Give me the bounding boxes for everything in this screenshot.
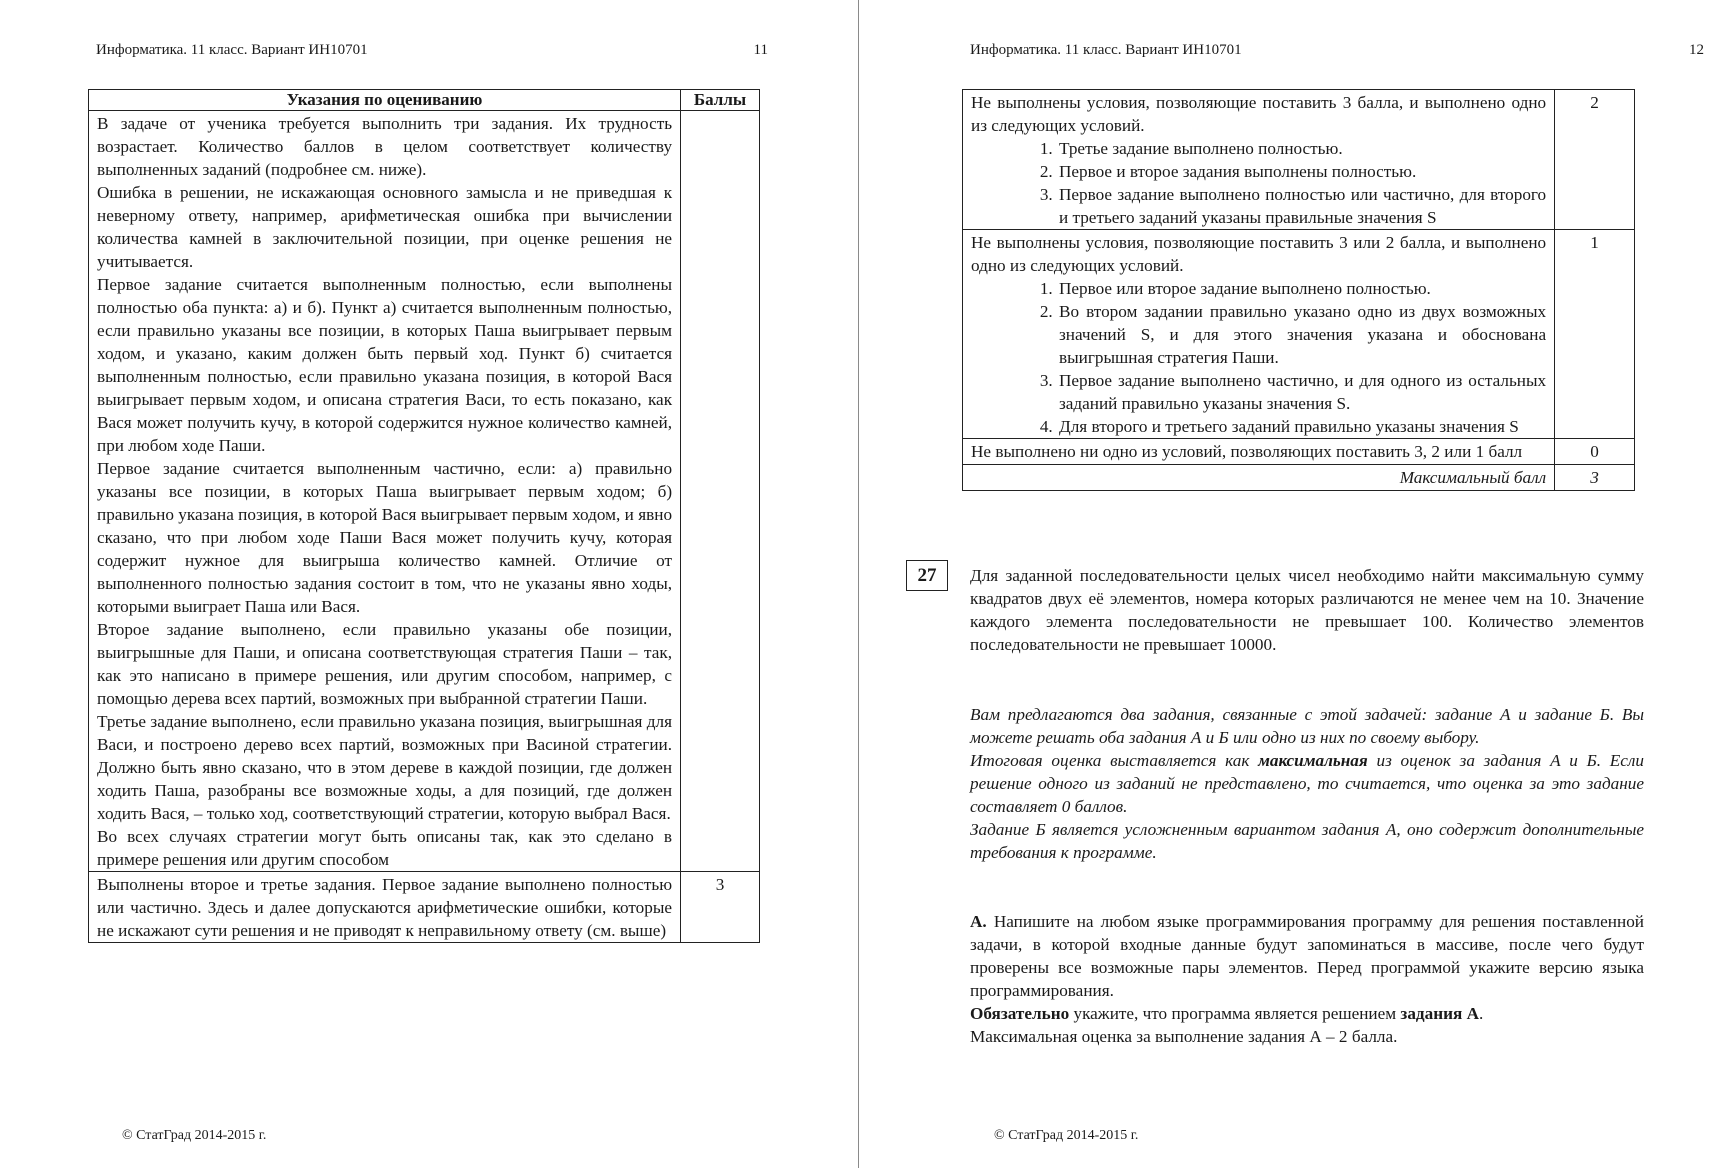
criteria-paragraph: В задаче от ученика требуется выполнить три задания. Их трудность возрастает. Количество баллов в целом соответствует количеству выполненных заданий (подробнее см. ниже). bbox=[97, 114, 673, 179]
table-row bbox=[963, 230, 1635, 439]
header-title: Информатика. 11 класс. Вариант ИН10701 bbox=[970, 42, 1242, 58]
footer: © СтатГрад 2014-2015 г. bbox=[122, 1128, 267, 1143]
list-item: 1. Третье задание выполнено полностью. bbox=[1057, 137, 1546, 160]
footer: © СтатГрад 2014-2015 г. bbox=[994, 1128, 1139, 1143]
criteria-lead: Не выполнены условия, позволяющие поставить 3 или 2 балла, и выполнено одно из следующих условий. bbox=[971, 233, 1547, 275]
page-number: 12 bbox=[1689, 42, 1704, 58]
table-row bbox=[89, 111, 760, 872]
criteria-paragraph: Первое задание считается выполненным частично, если: а) правильно указаны все позиции, в которых Паша выигрывает первым ходом; б) правильно указана позиция, в которой Вася выигрывает первым ходом, и явно сказано, что при любом ходе Паши Вася может получить кучу, которая содержит нужное для выигрыша количество камней. Отличие от выполненного полностью задания состоит в том, что не указаны явно ходы, которыми выиграет Паша или Вася. bbox=[97, 459, 673, 616]
criteria-cell bbox=[963, 230, 1555, 439]
header-title: Информатика. 11 класс. Вариант ИН10701 bbox=[96, 42, 368, 58]
col-points-header: Баллы bbox=[681, 90, 760, 111]
criteria-cell bbox=[963, 90, 1555, 230]
instruction-text: из оценок за задания А и Б. Если решение одного из заданий не представлено, то считается, что оценка за это задание составляет 0 баллов. bbox=[970, 751, 1644, 816]
max-score-label: Максимальный балл bbox=[963, 465, 1555, 491]
task-number-box: 27 bbox=[906, 560, 948, 591]
page-divider bbox=[858, 0, 859, 1168]
part-a-text: Напишите на любом языке программирования программу для решения поставленной задачи, в которой входные данные будут запоминаться в массиве, после чего будут проверены все возможные пары элементов. Перед программой укажите версию языка программирования. bbox=[970, 912, 1644, 1000]
part-a-paragraph bbox=[970, 910, 1644, 1002]
criteria-paragraph: Второе задание выполнено, если правильно указаны обе позиции, выигрышные для Паши, и описана соответствующая стратегия Паши – так, как это написано в примере решения, или другим способом, например, с помощью дерева всех партий, возможных при выбранной стратегии Паши. bbox=[97, 620, 673, 708]
mandatory-text: укажите, что программа является решением bbox=[1069, 1004, 1401, 1023]
max-score-row bbox=[963, 465, 1635, 491]
instruction-paragraph: Задание Б является усложненным вариантом задания А, оно содержит дополнительные требования к программе. bbox=[970, 820, 1644, 862]
list-item: 1. Первое или второе задание выполнено полностью. bbox=[1057, 277, 1546, 300]
page-number: 11 bbox=[753, 42, 768, 58]
mandatory-label: Обязательно bbox=[970, 1004, 1070, 1023]
criteria-lead: Не выполнены условия, позволяющие поставить 3 балла, и выполнено одно из следующих условий. bbox=[971, 93, 1547, 135]
condition-list bbox=[971, 137, 1546, 229]
list-item: 4. Для второго и третьего заданий правильно указаны значения S bbox=[1057, 415, 1546, 438]
list-item: 2. Первое и второе задания выполнены полностью. bbox=[1057, 160, 1546, 183]
points-cell bbox=[681, 111, 760, 872]
criteria-paragraph: Третье задание выполнено, если правильно указана позиция, выигрышная для Васи, и построено дерево всех партий, возможных при Васиной стратегии. Должно быть явно сказано, что в этом дереве в каждой позиции, где должен ходить Паша, разобраны все возможные ходы, а для позиций, где должен ходить Вася, – только ход, соответствующий стратегии, которую выбрал Вася. bbox=[97, 712, 673, 823]
mandatory-task: задания А bbox=[1400, 1004, 1480, 1023]
criteria-cell: Выполнены второе и третье задания. Первое задание выполнено полностью или частично. Здесь и далее допускаются арифметические ошибки, которые не искажают сути решения и не приводят к неправильному ответу (см. выше) bbox=[89, 872, 681, 943]
criteria-paragraph: Первое задание считается выполненным полностью, если выполнены полностью оба пункта: а) и б). Пункт а) считается выполненным полностью, если правильно указаны все позиции, в которых Паша выигрывает первым ходом, и указано, каким должен быть первый ход. Пункт б) считается выполненным полностью, если правильно указана позиция, в которой Вася выигрывает первым ходом, и описана стратегия Васи, то есть показано, как Вася может получить кучу, в которой содержится нужное количество камней, при любом ходе Паши. bbox=[97, 275, 673, 455]
grading-table bbox=[962, 89, 1635, 491]
list-item: 3. Первое задание выполнено частично, и для одного из остальных заданий правильно указаны значения S. bbox=[1057, 369, 1546, 415]
task-statement-text: Для заданной последовательности целых чисел необходимо найти максимальную сумму квадратов двух её элементов, номера которых различаются не менее чем на 10. Значение каждого элемента последовательности не превышает 100. Количество элементов последовательности не превышает 10000. bbox=[970, 566, 1644, 654]
table-header-row bbox=[89, 90, 760, 111]
instruction-text: Итоговая оценка выставляется как bbox=[970, 751, 1259, 770]
points-cell: 1 bbox=[1555, 230, 1635, 439]
instruction-paragraph bbox=[970, 749, 1644, 818]
table-row bbox=[963, 90, 1635, 230]
list-item: 3. Первое задание выполнено полностью или частично, для второго и третьего заданий указаны правильные значения S bbox=[1057, 183, 1546, 229]
criteria-cell bbox=[89, 111, 681, 872]
criteria-paragraph: Во всех случаях стратегии могут быть описаны так, как это сделано в примере решения или другим способом bbox=[97, 827, 673, 869]
list-item: 2. Во втором задании правильно указано одно из двух возможных значений S, и для этого значения указана и обоснована выигрышная стратегия Паши. bbox=[1057, 300, 1546, 369]
instruction-paragraph: Вам предлагаются два задания, связанные с этой задачей: задание А и задание Б. Вы можете решать оба задания А и Б или одно из них по своему выбору. bbox=[970, 705, 1644, 747]
task-instructions bbox=[970, 703, 1644, 864]
col-criteria-header: Указания по оцениванию bbox=[89, 90, 681, 111]
condition-list bbox=[971, 277, 1546, 438]
right-page bbox=[860, 0, 1714, 1168]
mandatory-end: . bbox=[1479, 1004, 1484, 1023]
points-cell: 3 bbox=[681, 872, 760, 943]
table-row bbox=[89, 872, 760, 943]
mandatory-paragraph bbox=[970, 1002, 1644, 1025]
part-a bbox=[970, 910, 1644, 1048]
task-statement bbox=[970, 564, 1644, 656]
part-a-label: А. bbox=[970, 912, 987, 931]
points-cell: 2 bbox=[1555, 90, 1635, 230]
max-score-value: 3 bbox=[1555, 465, 1635, 491]
grading-table bbox=[88, 89, 760, 943]
instruction-emphasis: максимальная bbox=[1258, 751, 1368, 770]
criteria-cell: Не выполнено ни одно из условий, позволяющих поставить 3, 2 или 1 балл bbox=[963, 439, 1555, 465]
table-row bbox=[963, 439, 1635, 465]
points-cell: 0 bbox=[1555, 439, 1635, 465]
max-score-text: Максимальная оценка за выполнение задания А – 2 балла. bbox=[970, 1027, 1398, 1046]
criteria-paragraph: Ошибка в решении, не искажающая основного замысла и не приведшая к неверному ответу, например, арифметическая ошибка при вычислении количества камней в заключительной позиции, при оценке решения не учитывается. bbox=[97, 183, 673, 271]
